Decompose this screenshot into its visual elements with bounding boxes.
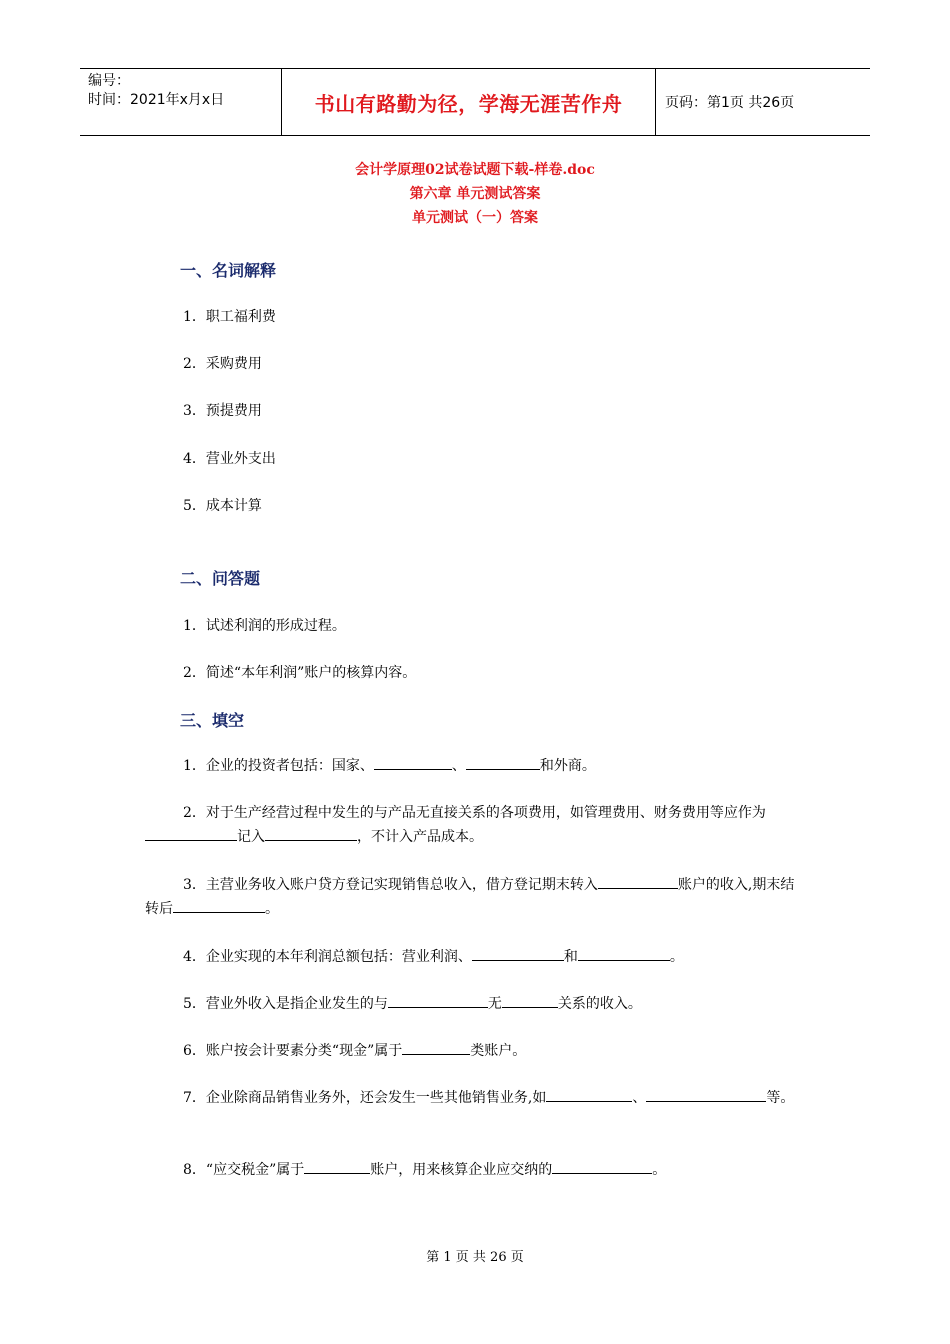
- answer-blank: [388, 993, 488, 1008]
- answer-blank: [374, 755, 452, 770]
- answer-blank: [578, 946, 670, 961]
- answer-blank: [646, 1087, 766, 1102]
- answer-blank: [552, 1159, 652, 1174]
- list-item: 2．简述“本年利润”账户的核算内容。: [183, 665, 417, 681]
- answer-blank: [265, 826, 357, 841]
- doc-title: 会计学原理02试卷试题下载-样卷.doc: [355, 162, 595, 178]
- question-text: 。: [652, 1162, 667, 1178]
- time-label: 时间：2021年x月x日: [88, 92, 225, 108]
- question-text: 5．营业外收入是指企业发生的与: [183, 996, 388, 1012]
- section-title: 一、名词解释: [180, 261, 277, 280]
- fill-question: [145, 1086, 805, 1110]
- fill-question: [145, 754, 805, 778]
- fill-question: [145, 1039, 805, 1063]
- section-title: 三、填空: [180, 711, 245, 730]
- question-text: 2．对于生产经营过程中发生的与产品无直接关系的各项费用，如管理费用、财务费用等应作为: [183, 805, 766, 821]
- question-text: 无: [487, 996, 502, 1012]
- answer-blank: [472, 946, 564, 961]
- question-text: 关系的收入。: [557, 996, 642, 1012]
- header-table: [80, 68, 870, 136]
- answer-blank: [173, 898, 265, 913]
- list-item: 1．试述利润的形成过程。: [183, 618, 346, 634]
- list-item: 2．采购费用: [183, 356, 262, 372]
- question-text: 、: [451, 758, 466, 774]
- question-text: 类账户。: [470, 1043, 527, 1059]
- fill-question: [145, 873, 805, 921]
- fill-question: [145, 801, 805, 849]
- question-text: ，不计入产品成本。: [357, 829, 483, 845]
- question-text: 记入: [237, 829, 265, 845]
- question-text: 。: [265, 901, 279, 917]
- section-title: 二、问答题: [180, 569, 261, 588]
- question-text: 账户，用来核算企业应交纳的: [370, 1162, 553, 1178]
- title-block: [0, 158, 950, 230]
- answer-blank: [466, 755, 540, 770]
- question-text: 3．主营业务收入账户贷方登记实现销售总收入，借方登记期末转入: [183, 877, 598, 893]
- answer-blank: [145, 826, 237, 841]
- question-text: 8．“应交税金”属于: [183, 1162, 305, 1178]
- answer-blank: [402, 1040, 470, 1055]
- question-text: 1．企业的投资者包括：国家、: [183, 758, 374, 774]
- question-text: 、: [632, 1090, 647, 1106]
- fill-question: [145, 992, 805, 1016]
- header-page-label: 页码：第1页 共26页: [665, 95, 795, 111]
- question-text: 和外商。: [539, 758, 596, 774]
- list-item: 1．职工福利费: [183, 309, 276, 325]
- answer-blank: [598, 874, 678, 889]
- question-text: 和: [563, 949, 578, 965]
- chapter-title: 第六章 单元测试答案: [409, 186, 541, 202]
- answer-blank: [502, 993, 558, 1008]
- question-text: 7．企业除商品销售业务外，还会发生一些其他销售业务,如: [183, 1090, 547, 1106]
- list-item: 4．营业外支出: [183, 451, 276, 467]
- fill-question: [145, 1158, 805, 1182]
- question-text: 账户的收入,期末结转后: [145, 877, 795, 917]
- question-text: 等。: [766, 1090, 795, 1106]
- answer-blank: [304, 1159, 370, 1174]
- fill-question: [145, 945, 805, 969]
- page-footer: 第 1 页 共 26 页: [426, 1250, 524, 1265]
- answer-blank: [546, 1087, 632, 1102]
- unit-title: 单元测试（一）答案: [412, 210, 538, 226]
- list-item: 3．预提费用: [183, 403, 262, 419]
- list-item: 5．成本计算: [183, 498, 262, 514]
- question-text: 4．企业实现的本年利润总额包括：营业利润、: [183, 949, 472, 965]
- question-text: 。: [669, 949, 684, 965]
- question-text: 6．账户按会计要素分类“现金”属于: [183, 1043, 403, 1059]
- header-info-cell: [80, 69, 282, 135]
- header-slogan: 书山有路勤为径，学海无涯苦作舟: [282, 69, 656, 135]
- code-label: 编号：: [88, 73, 130, 89]
